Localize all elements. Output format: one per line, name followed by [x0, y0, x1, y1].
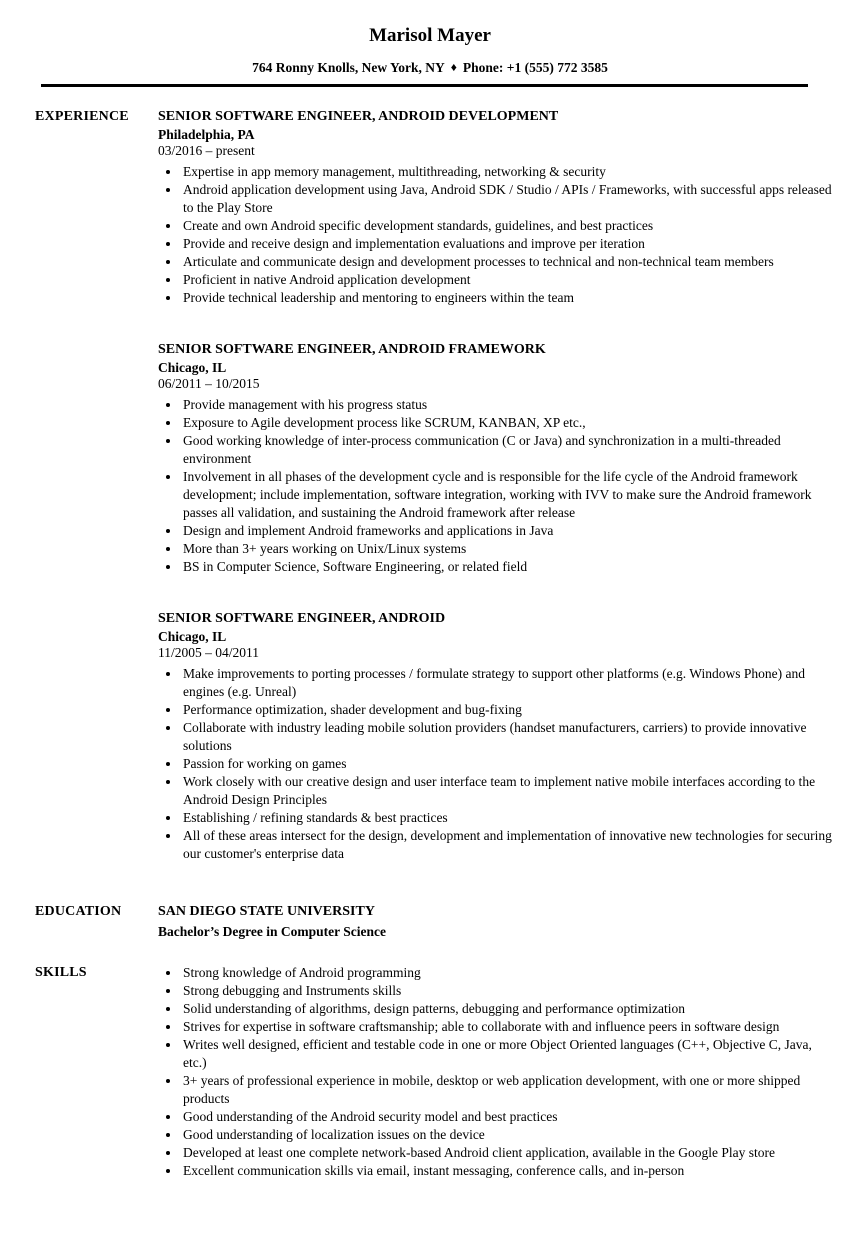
bullet-item: • Make improvements to porting processes / formulate strategy to support other platforms (e.g. Windows Phone) and engines (e.g. Unreal) — [181, 665, 832, 701]
job-title: SENIOR SOFTWARE ENGINEER, ANDROID DEVELOPMENT — [158, 109, 559, 124]
bullet-item: • Proficient in native Android application development — [181, 271, 832, 289]
job-location: Philadelphia, PA — [158, 127, 255, 142]
job-entry — [158, 610, 832, 863]
bullet-item: • Provide technical leadership and mentoring to engineers within the team — [181, 289, 832, 307]
experience-content — [158, 108, 860, 863]
bullet-item: • Android application development using Java, Android SDK / Studio / APIs / Frameworks, with successful apps released to the Play Store — [181, 181, 832, 217]
job-entry — [158, 108, 832, 307]
skills-section-label: SKILLS — [35, 965, 87, 980]
bullet-item: • Solid understanding of algorithms, design patterns, debugging and performance optimization — [181, 1000, 832, 1018]
bullet-item: • All of these areas intersect for the design, development and implementation of innovative new technologies for securing our customer's enterprise data — [181, 827, 832, 863]
job-location: Chicago, IL — [158, 360, 227, 375]
degree-name: Bachelor’s Degree in Computer Science — [158, 924, 386, 939]
bullet-item: • Excellent communication skills via email, instant messaging, conference calls, and in-person — [181, 1162, 832, 1180]
resume-header — [0, 0, 860, 87]
job-title: SENIOR SOFTWARE ENGINEER, ANDROID FRAMEWORK — [158, 342, 546, 357]
bullet-item: • Establishing / refining standards & best practices — [181, 809, 832, 827]
bullet-item: • Strong knowledge of Android programming — [181, 964, 832, 982]
bullet-item: • Create and own Android specific development standards, guidelines, and best practices — [181, 217, 832, 235]
address-text: 764 Ronny Knolls, New York, NY — [252, 60, 445, 75]
education-content — [158, 903, 860, 941]
header-divider — [41, 84, 808, 87]
job-dates: 11/2005 – 04/2011 — [158, 645, 259, 660]
job-bullet-list — [158, 665, 832, 863]
job-bullet-list — [158, 163, 832, 307]
experience-section-label: EXPERIENCE — [35, 109, 129, 124]
bullet-item: • Involvement in all phases of the development cycle and is responsible for the life cycle of the Android framework development; include implementation, software integration, working with IVV to make sure the Android framework passes all validation, and sustaining the Android framework after release — [181, 468, 832, 522]
bullet-item: • More than 3+ years working on Unix/Linux systems — [181, 540, 832, 558]
bullet-item: • Exposure to Agile development process like SCRUM, KANBAN, XP etc., — [181, 414, 832, 432]
bullet-item: • 3+ years of professional experience in mobile, desktop or web application development, with one or more shipped products — [181, 1072, 832, 1108]
bullet-item: • Strong debugging and Instruments skills — [181, 982, 832, 1000]
bullet-item: • Articulate and communicate design and development processes to technical and non-technical team members — [181, 253, 832, 271]
job-bullet-list — [158, 396, 832, 576]
phone-text: Phone: +1 (555) 772 3585 — [462, 60, 608, 75]
skills-section — [0, 964, 860, 1180]
job-entry — [158, 341, 832, 576]
bullet-item: • Design and implement Android frameworks and applications in Java — [181, 522, 832, 540]
education-section — [0, 903, 860, 941]
bullet-item: • Provide management with his progress status — [181, 396, 832, 414]
school-name: SAN DIEGO STATE UNIVERSITY — [158, 904, 375, 919]
bullet-item: • Strives for expertise in software craftsmanship; able to collaborate with and influence peers in software design — [181, 1018, 832, 1036]
bullet-item: • Performance optimization, shader development and bug-fixing — [181, 701, 832, 719]
job-location: Chicago, IL — [158, 629, 227, 644]
bullet-item: • Good working knowledge of inter-process communication (C or Java) and synchronization in a multi-threaded environment — [181, 432, 832, 468]
skills-bullet-list — [158, 964, 832, 1180]
job-title: SENIOR SOFTWARE ENGINEER, ANDROID — [158, 611, 446, 626]
skills-content — [158, 964, 860, 1180]
bullet-item: • Expertise in app memory management, multithreading, networking & security — [181, 163, 832, 181]
bullet-item: • Good understanding of localization issues on the device — [181, 1126, 832, 1144]
bullet-item: • Good understanding of the Android security model and best practices — [181, 1108, 832, 1126]
experience-section — [0, 108, 860, 863]
bullet-item: • Provide and receive design and implementation evaluations and improve per iteration — [181, 235, 832, 253]
contact-line — [0, 59, 860, 76]
bullet-item: • Collaborate with industry leading mobile solution providers (handset manufacturers, carriers) to provide innovative solutions — [181, 719, 832, 755]
job-dates: 06/2011 – 10/2015 — [158, 376, 260, 391]
bullet-item: • BS in Computer Science, Software Engineering, or related field — [181, 558, 832, 576]
diamond-icon: ♦ — [450, 60, 457, 74]
job-dates: 03/2016 – present — [158, 143, 255, 158]
bullet-item: • Work closely with our creative design and user interface team to implement native mobile interfaces according to the Android Design Principles — [181, 773, 832, 809]
bullet-item: • Writes well designed, efficient and testable code in one or more Object Oriented languages (C++, Objective C, Java, etc.) — [181, 1036, 832, 1072]
person-name: Marisol Mayer — [369, 25, 491, 46]
bullet-item: • Developed at least one complete network-based Android client application, available in the Google Play store — [181, 1144, 832, 1162]
education-section-label: EDUCATION — [35, 904, 122, 919]
bullet-item: • Passion for working on games — [181, 755, 832, 773]
